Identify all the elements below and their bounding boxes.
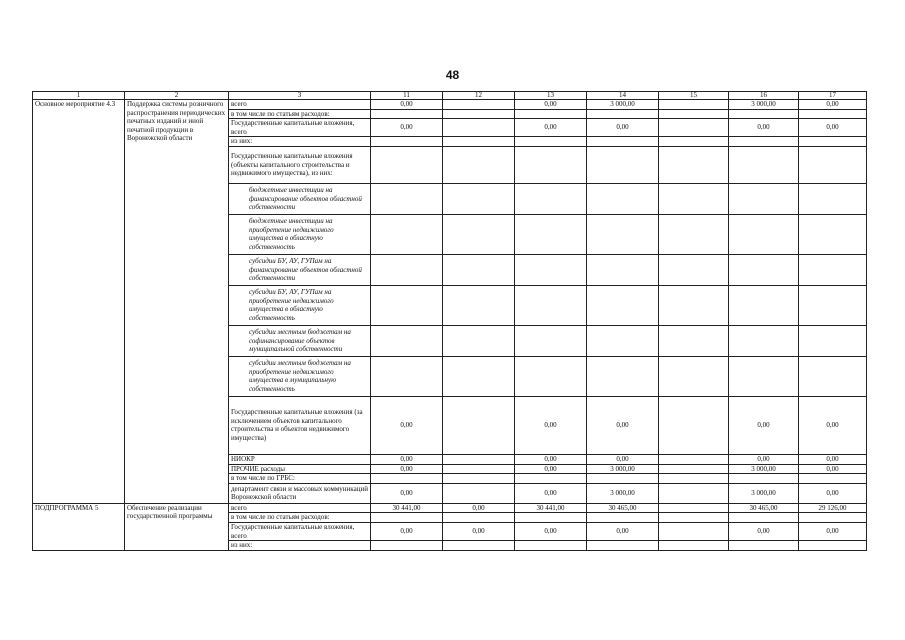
value-cell [659,254,729,285]
table-body [33,92,867,551]
value-cell: 30 465,00 [729,503,799,513]
value-cell [729,325,799,356]
value-cell [799,356,867,396]
page-number: 48 [445,68,460,82]
value-cell [799,146,867,183]
value-cell [443,513,515,523]
value-cell [443,119,515,137]
value-cell [371,146,443,183]
value-cell [799,541,867,551]
value-cell [371,513,443,523]
value-cell: 0,00 [799,100,867,110]
value-cell [515,254,587,285]
value-cell: 0,00 [587,119,659,137]
value-cell [729,541,799,551]
value-cell: 0,00 [587,396,659,454]
value-cell [799,285,867,325]
value-cell [587,214,659,254]
section-code: Основное мероприятие 4.3 [33,100,125,504]
value-cell [515,285,587,325]
value-cell [659,214,729,254]
row-label: в том числе по статьям расходов: [229,513,371,523]
value-cell [729,137,799,147]
value-cell: 0,00 [371,454,443,464]
value-cell [587,285,659,325]
value-cell [587,541,659,551]
value-cell [515,356,587,396]
value-cell [729,285,799,325]
column-header: 13 [515,92,587,100]
value-cell [443,146,515,183]
column-header-row [33,92,867,100]
section-code: ПОДПРОГРАММА 5 [33,503,125,550]
value-cell [371,109,443,119]
row-label: Государственные капитальные вложения, всего [229,119,371,137]
value-cell [659,541,729,551]
value-cell [659,146,729,183]
value-cell: 0,00 [443,522,515,540]
row-label: НИОКР [229,454,371,464]
value-cell [659,483,729,503]
table-row [33,100,867,110]
value-cell: 3 000,00 [587,483,659,503]
column-header: 17 [799,92,867,100]
value-cell: 0,00 [587,454,659,464]
value-cell: 3 000,00 [729,464,799,474]
value-cell [371,137,443,147]
value-cell [587,325,659,356]
value-cell [587,109,659,119]
value-cell [659,464,729,474]
budget-table [32,91,867,551]
value-cell [659,325,729,356]
value-cell [729,183,799,214]
value-cell: 0,00 [729,454,799,464]
row-label: всего [229,100,371,110]
row-label: субсидии БУ, АУ, ГУПам на финансирование объектов областной собственности [229,254,371,285]
value-cell [659,522,729,540]
value-cell [371,356,443,396]
value-cell [443,396,515,454]
value-cell [587,513,659,523]
value-cell [515,325,587,356]
column-header: 2 [125,92,229,100]
value-cell [587,356,659,396]
value-cell [371,474,443,484]
value-cell: 0,00 [729,396,799,454]
value-cell: 30 441,00 [515,503,587,513]
value-cell [729,146,799,183]
value-cell [587,137,659,147]
value-cell: 0,00 [729,119,799,137]
value-cell [371,214,443,254]
row-label: бюджетные инвестиции на финансирование объектов областной собственности [229,183,371,214]
value-cell [659,137,729,147]
value-cell [799,513,867,523]
value-cell [799,137,867,147]
value-cell: 0,00 [371,464,443,474]
row-label: субсидии БУ, АУ, ГУПам на приобретение недвижимого имущества в областную собственность [229,285,371,325]
value-cell [443,541,515,551]
value-cell [659,474,729,484]
value-cell [729,214,799,254]
value-cell: 0,00 [371,396,443,454]
value-cell [371,541,443,551]
value-cell [659,100,729,110]
value-cell [659,513,729,523]
value-cell: 3 000,00 [587,464,659,474]
value-cell [659,119,729,137]
value-cell [799,214,867,254]
row-label: ПРОЧИЕ расходы [229,464,371,474]
value-cell [515,474,587,484]
value-cell [515,214,587,254]
value-cell [443,109,515,119]
value-cell [443,474,515,484]
row-label: из них: [229,137,371,147]
value-cell [443,214,515,254]
row-label: всего [229,503,371,513]
value-cell [799,325,867,356]
value-cell: 0,00 [515,119,587,137]
column-header: 16 [729,92,799,100]
value-cell: 29 126,00 [799,503,867,513]
value-cell: 3 000,00 [587,100,659,110]
value-cell: 3 000,00 [729,100,799,110]
value-cell [587,254,659,285]
column-header: 11 [371,92,443,100]
value-cell [371,285,443,325]
value-cell [587,183,659,214]
section-name: Обеспечение реализации государственной программы [125,503,229,550]
value-cell [443,183,515,214]
value-cell [515,146,587,183]
value-cell: 0,00 [515,454,587,464]
value-cell: 30 441,00 [371,503,443,513]
value-cell: 0,00 [799,119,867,137]
value-cell [799,183,867,214]
value-cell: 0,00 [799,483,867,503]
value-cell [587,474,659,484]
value-cell [799,474,867,484]
value-cell: 3 000,00 [729,483,799,503]
value-cell: 0,00 [371,119,443,137]
row-label: в том числе по статьям расходов: [229,109,371,119]
value-cell [371,254,443,285]
value-cell [371,325,443,356]
value-cell: 0,00 [515,522,587,540]
table-row [33,503,867,513]
column-header: 14 [587,92,659,100]
value-cell [443,454,515,464]
row-label: Государственные капитальные вложения (за исключением объектов капитального строительства и объектов недвижимого имущества) [229,396,371,454]
value-cell [659,503,729,513]
value-cell [659,454,729,464]
value-cell: 0,00 [515,483,587,503]
value-cell: 0,00 [799,396,867,454]
value-cell [443,464,515,474]
value-cell [515,513,587,523]
value-cell [729,513,799,523]
value-cell [659,396,729,454]
value-cell: 0,00 [799,522,867,540]
row-label: субсидии местным бюджетам на приобретение недвижимого имущества в муниципальную собственность [229,356,371,396]
value-cell: 0,00 [515,100,587,110]
value-cell [515,137,587,147]
value-cell [443,483,515,503]
column-header: 3 [229,92,371,100]
value-cell: 0,00 [515,464,587,474]
value-cell [659,109,729,119]
value-cell: 0,00 [515,396,587,454]
value-cell [515,541,587,551]
row-label: субсидии местным бюджетам на софинансирование объектов муниципальной собственности [229,325,371,356]
row-label: Государственные капитальные вложения (объекты капитального строительства и недвижимого имущества), из них: [229,146,371,183]
column-header: 15 [659,92,729,100]
value-cell: 0,00 [799,454,867,464]
row-label: Государственные капитальные вложения, всего [229,522,371,540]
value-cell [729,109,799,119]
value-cell [659,285,729,325]
value-cell [443,254,515,285]
value-cell: 0,00 [729,522,799,540]
value-cell [587,146,659,183]
row-label: бюджетные инвестиции на приобретение недвижимого имущества в областную собственность [229,214,371,254]
value-cell: 0,00 [371,522,443,540]
value-cell: 0,00 [371,483,443,503]
column-header: 1 [33,92,125,100]
value-cell [443,285,515,325]
row-label: из них: [229,541,371,551]
value-cell [515,183,587,214]
value-cell: 0,00 [587,522,659,540]
value-cell: 0,00 [371,100,443,110]
value-cell [659,356,729,396]
value-cell [799,254,867,285]
value-cell [729,254,799,285]
value-cell [443,137,515,147]
value-cell: 0,00 [799,464,867,474]
value-cell [515,109,587,119]
value-cell [443,325,515,356]
value-cell [443,356,515,396]
value-cell [729,474,799,484]
value-cell [659,183,729,214]
row-label: департамент связи и массовых коммуникаций Воронежской области [229,483,371,503]
row-label: в том числе по ГРБС: [229,474,371,484]
value-cell: 0,00 [443,503,515,513]
value-cell: 30 465,00 [587,503,659,513]
value-cell [729,356,799,396]
column-header: 12 [443,92,515,100]
value-cell [799,109,867,119]
value-cell [443,100,515,110]
value-cell [371,183,443,214]
section-name: Поддержка системы розничного распространения периодических печатных изданий и иной печатной продукции в Воронежской области [125,100,229,504]
